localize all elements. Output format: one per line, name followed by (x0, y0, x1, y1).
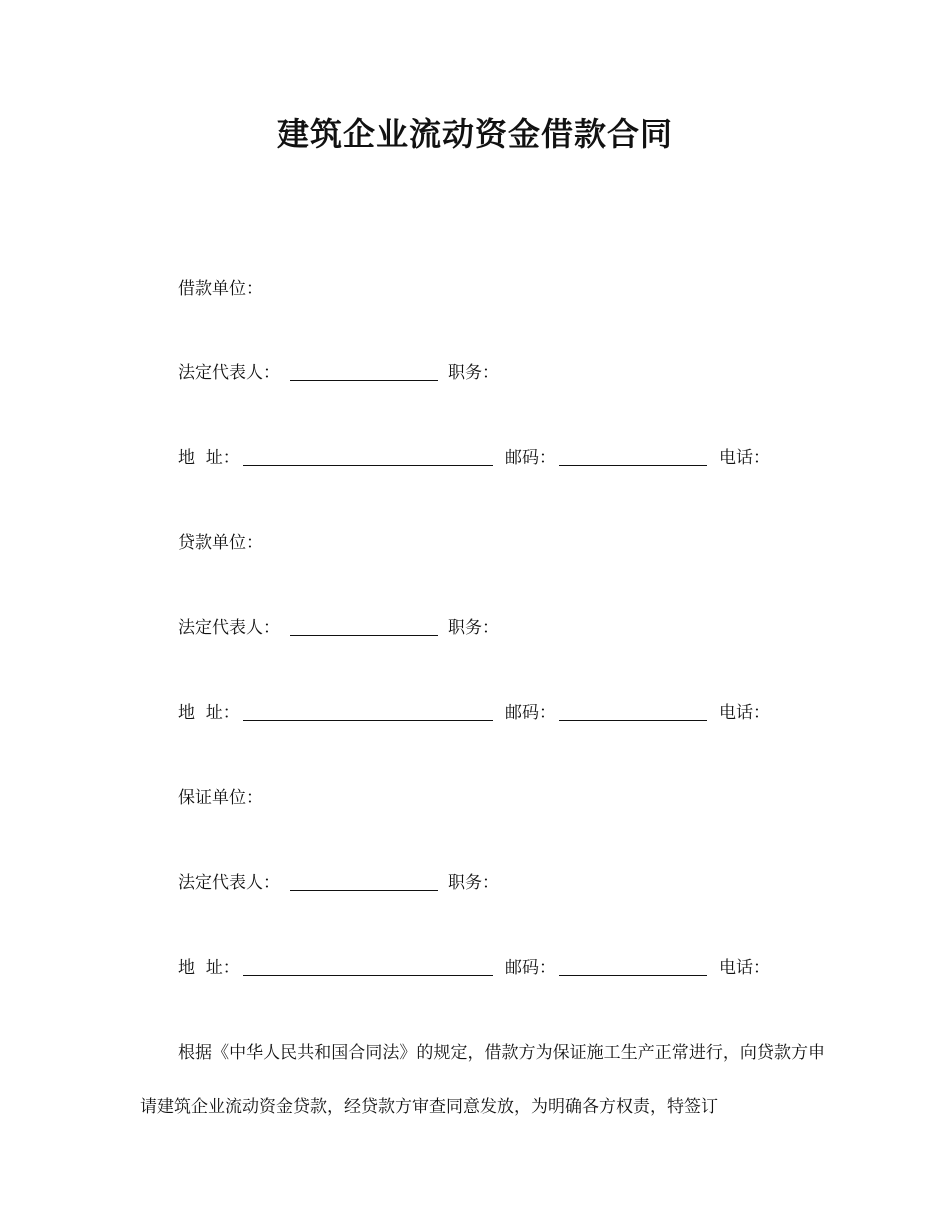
address-label: 地 址： (178, 703, 240, 723)
position-label: 职务： (448, 873, 499, 893)
postcode-blank[interactable] (559, 465, 707, 466)
postcode-label: 邮码： (505, 958, 556, 978)
position-label: 职务： (448, 363, 499, 383)
postcode-label: 邮码： (505, 448, 556, 468)
representative-blank[interactable] (290, 635, 438, 636)
phone-label: 电话： (719, 958, 770, 978)
position-label: 职务： (448, 618, 499, 638)
lender-unit-label: 贷款单位： (178, 533, 263, 553)
guarantor-unit-label: 保证单位： (178, 788, 263, 808)
representative-label: 法定代表人： (178, 873, 280, 893)
address-blank[interactable] (243, 465, 493, 466)
intro-paragraph (140, 1026, 825, 1134)
phone-label: 电话： (719, 703, 770, 723)
postcode-blank[interactable] (559, 720, 707, 721)
borrower-unit-label: 借款单位： (178, 279, 263, 299)
postcode-blank[interactable] (559, 975, 707, 976)
representative-label: 法定代表人： (178, 618, 280, 638)
document-title: 建筑企业流动资金借款合同 (276, 115, 673, 153)
representative-label: 法定代表人： (178, 363, 280, 383)
postcode-label: 邮码： (505, 703, 556, 723)
representative-blank[interactable] (290, 890, 438, 891)
address-blank[interactable] (243, 975, 493, 976)
intro-paragraph-text: 根据《中华人民共和国合同法》的规定，借款方为保证施工生产正常进行，向贷款方申请建筑企业流动资金贷款，经贷款方审查同意发放，为明确各方权责，特签订 (140, 1043, 825, 1117)
address-label: 地 址： (178, 448, 240, 468)
address-blank[interactable] (243, 720, 493, 721)
address-label: 地 址： (178, 958, 240, 978)
phone-label: 电话： (719, 448, 770, 468)
representative-blank[interactable] (290, 380, 438, 381)
